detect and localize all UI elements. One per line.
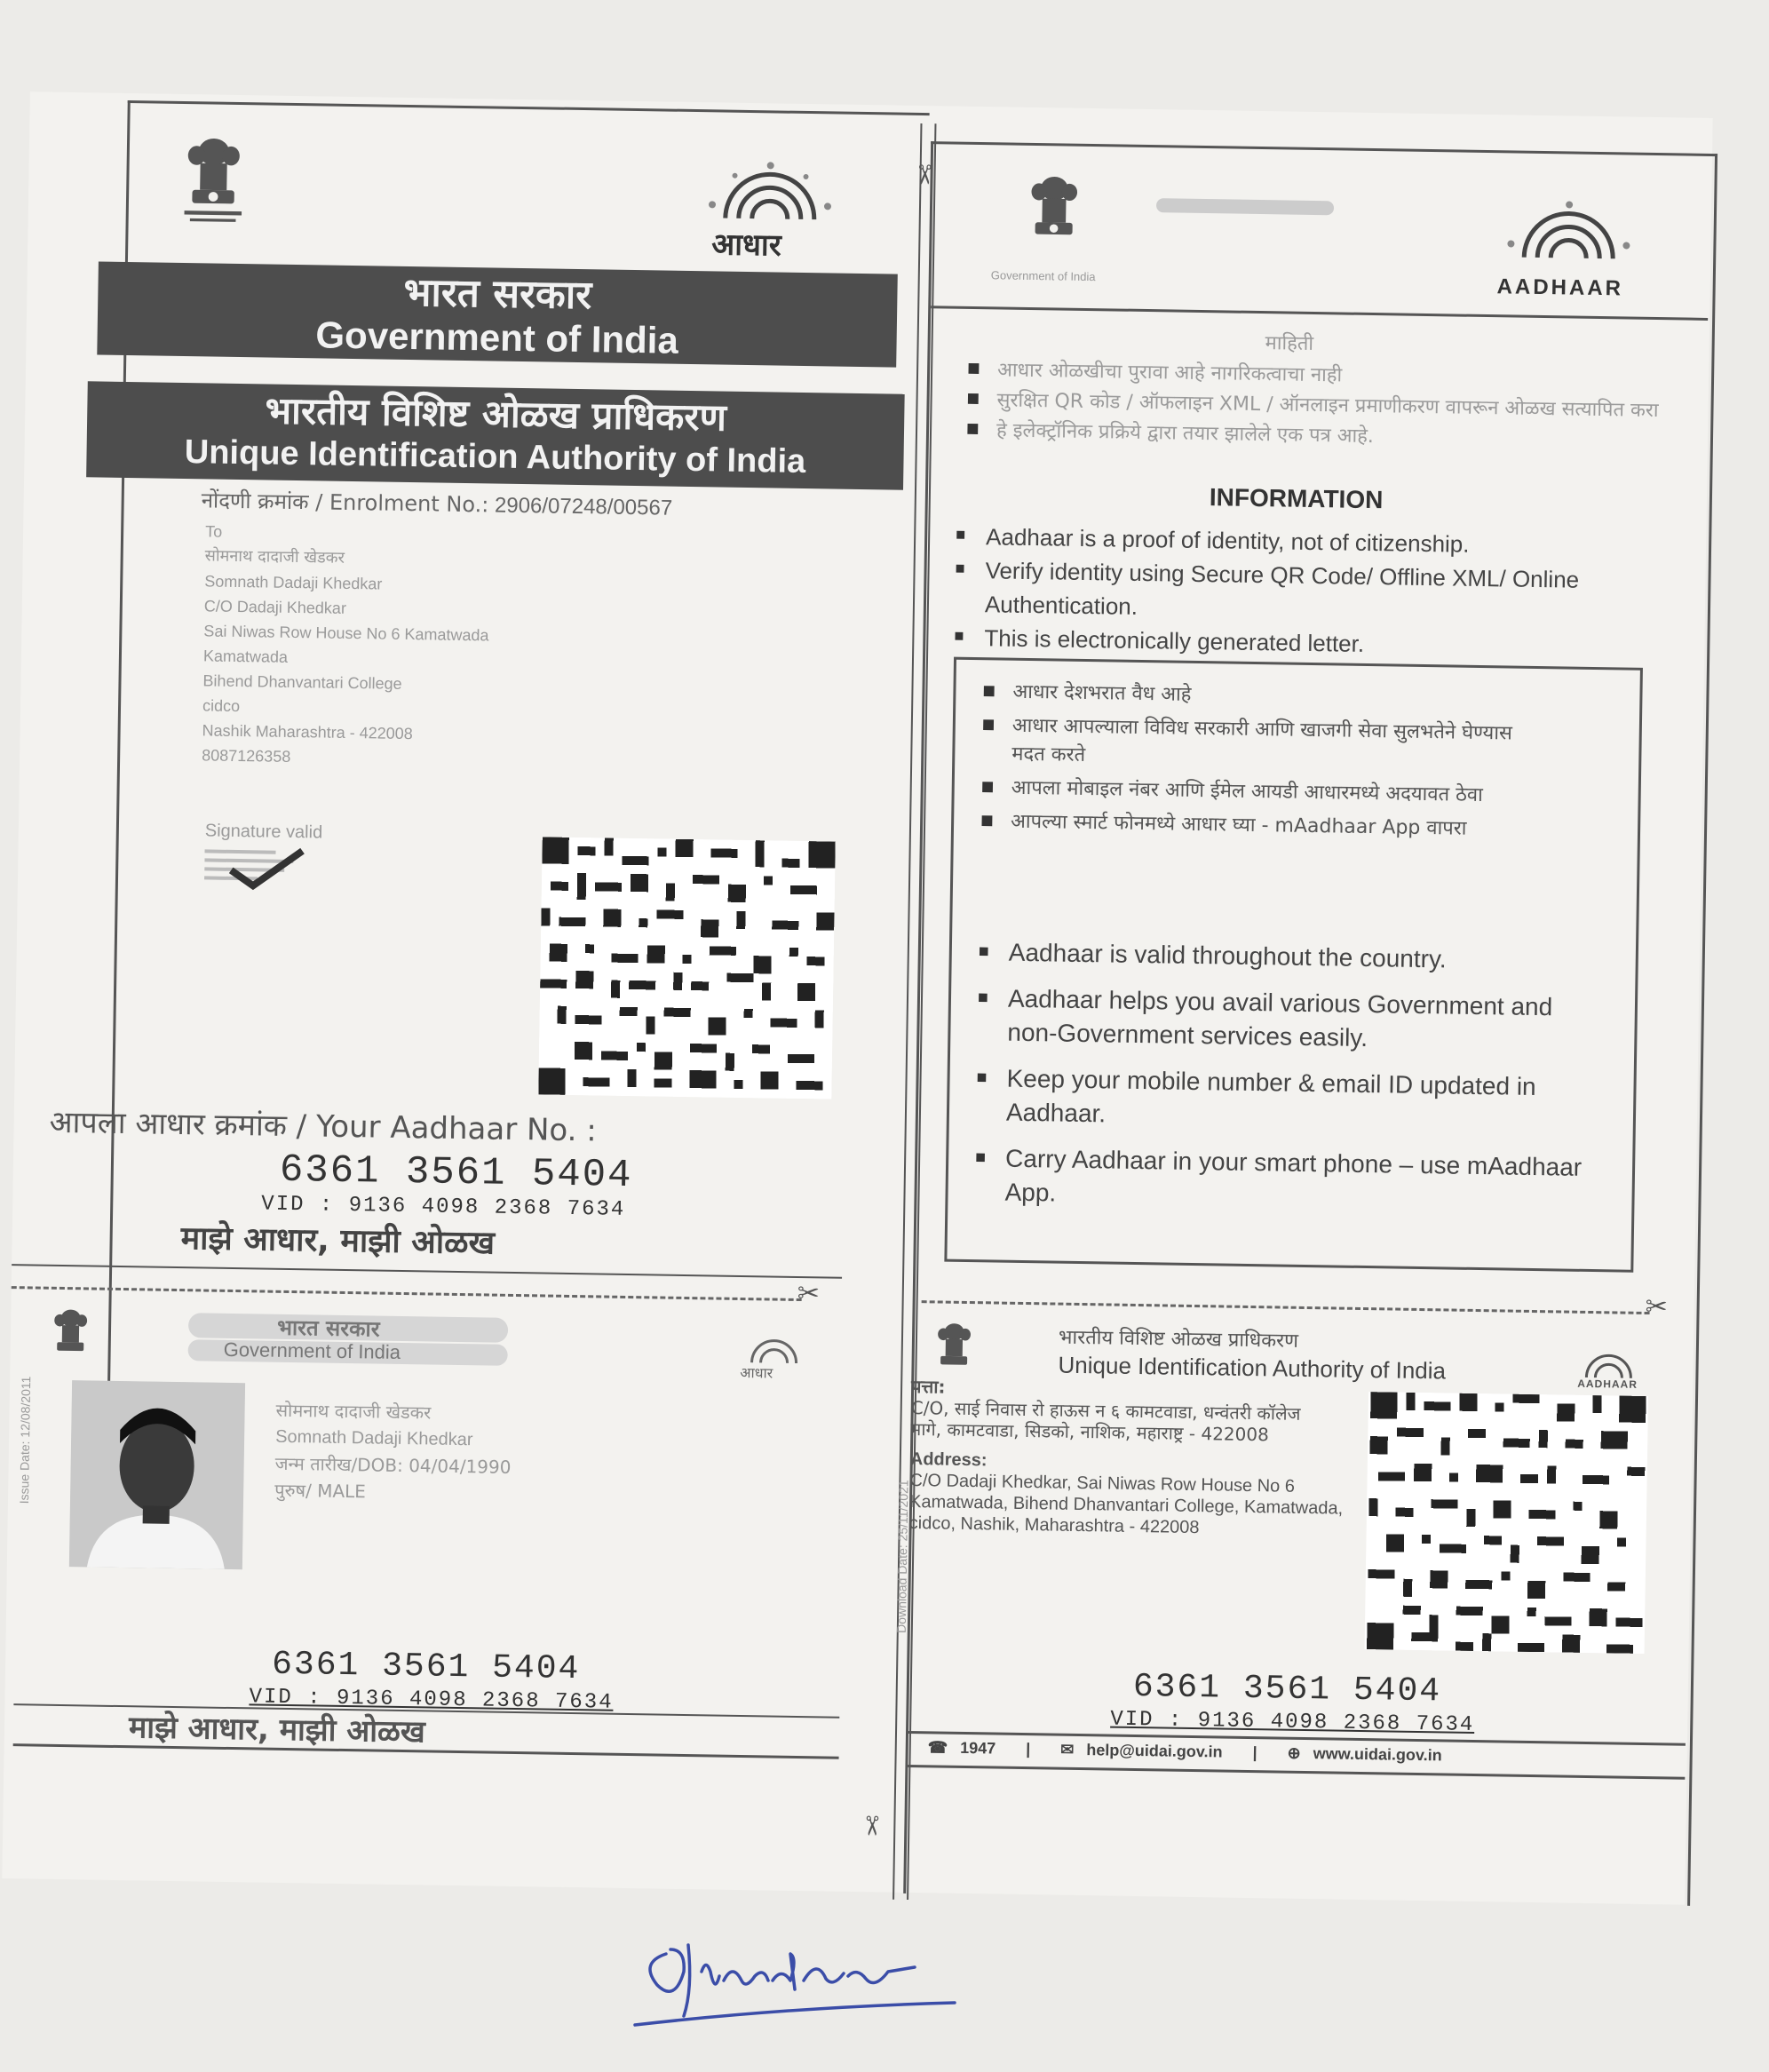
scissors-icon: ✂ — [1645, 1291, 1669, 1322]
aadhaar-number: 6361 3561 5404 — [1132, 1667, 1442, 1711]
gov-hindi: भारत सरकार — [403, 269, 592, 319]
aadhaar-logo-text: आधार — [710, 226, 781, 264]
box-hindi-item: ■ आपल्या स्मार्ट फोनमध्ये आधार घ्या - mAadhaar App वापरा — [980, 807, 1549, 845]
vid-number: VID : 9136 4098 2368 7634 — [249, 1685, 614, 1715]
issue-date: Issue Date: 12/08/2011 — [16, 1376, 34, 1504]
info-english-list — [954, 520, 1684, 666]
uidai-english: Unique Identification Authority of India — [184, 433, 806, 481]
box-english-list — [974, 935, 1600, 1219]
separator: | — [1252, 1743, 1257, 1762]
address-block — [909, 1376, 1356, 1541]
scissors-icon: ✂ — [856, 1814, 886, 1838]
info-hindi-list — [966, 355, 1661, 456]
your-aadhaar-label: आपला आधार क्रमांक / Your Aadhaar No. : — [49, 1104, 598, 1149]
phone-icon: ☎ — [927, 1738, 948, 1757]
uidai-hindi: भारतीय विशिष्ट ओळख प्राधिकरण — [1058, 1326, 1299, 1353]
holder-details — [274, 1397, 512, 1507]
divider — [13, 1743, 839, 1759]
holder-gender: पुरुष/ MALE — [274, 1479, 367, 1503]
national-emblem-icon — [1018, 170, 1091, 264]
person-photo-icon — [69, 1380, 245, 1569]
address-line: सोमनाथ दादाजी खेडकर — [204, 546, 345, 568]
vid-number: VID : 9136 4098 2368 7634 — [1110, 1707, 1475, 1738]
scissors-icon: ✂ — [797, 1278, 821, 1309]
box-hindi-item: ■ आधार आपल्याला विविध सरकारी आणि खाजगी सेवा सुलभतेने घेण्यास मदत करते — [981, 711, 1551, 777]
info-english-item: ■ Aadhaar is a proof of identity, not of citizenship. — [956, 520, 1684, 565]
signature-check-icon — [204, 845, 321, 891]
recipient-address — [202, 519, 491, 772]
info-english-item: ■ This is electronically generated letter. — [954, 621, 1682, 666]
address-line: Somnath Dadaji Khedkar — [204, 572, 383, 593]
aadhaar-logo-icon — [1484, 186, 1654, 286]
box-hindi-list — [980, 678, 1551, 845]
holder-dob: जन्म तारीख/DOB: 04/04/1990 — [274, 1452, 512, 1478]
national-emblem-icon — [45, 1305, 95, 1372]
signature-valid-label: Signature valid — [204, 821, 323, 843]
uidai-english: Unique Identification Authority of India — [1058, 1351, 1447, 1385]
gov-english: Government of India — [315, 314, 679, 361]
info-hindi-item: ■ आधार ओळखीचा पुरावा आहे नागरिकत्वाचा नाही — [967, 355, 1660, 396]
aadhaar-logo-text: AADHAAR — [1496, 274, 1624, 301]
address-line: C/O Dadaji Khedkar — [203, 597, 347, 617]
tagline: माझे आधार, माझी ओळख — [128, 1710, 426, 1750]
address-line: Bihend Dhanvantari College — [202, 671, 402, 693]
enrolment-number: 2906/07248/00567 — [494, 493, 673, 520]
box-hindi-item: ■ आपला मोबाइल नंबर आणि ईमेल आयडी आधारमध्ये अदयावत ठेवा — [980, 774, 1549, 811]
faded-header-bar — [1156, 198, 1334, 215]
address-english: C/O Dadaji Khedkar, Sai Niwas Row House No 6 Kamatwada, Bihend Dhanvantari College, Kamatwada, cidco, Nashik, Maharashtra - 422008 — [908, 1470, 1344, 1538]
gov-english: Government of India — [223, 1338, 401, 1363]
emblem-caption: Government of India — [990, 268, 1096, 284]
address-label: Address: — [909, 1449, 988, 1471]
box-english-item: ■ Carry Aadhaar in your smart phone – use mAadhaar App. — [974, 1141, 1597, 1219]
email: help@uidai.gov.in — [1086, 1741, 1223, 1761]
info-english-item: ■ Verify identity using Secure QR Code/ Offline XML/ Online Authentication. — [955, 553, 1684, 632]
aadhaar-logo-text: AADHAAR — [1577, 1377, 1638, 1391]
validity-box — [944, 657, 1643, 1273]
box-english-item: ■ Keep your mobile number & email ID updated in Aadhaar. — [976, 1061, 1598, 1139]
tagline: माझे आधार, माझी ओळख — [180, 1220, 496, 1262]
globe-icon: ⊕ — [1287, 1743, 1301, 1762]
holder-name-hindi: सोमनाथ दादाजी खेडकर — [275, 1399, 432, 1424]
national-emblem-icon — [174, 130, 252, 237]
uidai-hindi: भारतीय विशिष्ट ओळख प्राधिकरण — [265, 388, 727, 440]
website: www.uidai.gov.in — [1313, 1744, 1442, 1765]
separator: | — [1026, 1740, 1031, 1758]
aadhaar-letter-sheet — [2, 91, 1712, 1905]
box-english-item: ■ Aadhaar helps you avail various Government and non-Government services easily. — [977, 981, 1599, 1059]
address-line: 8087126358 — [202, 746, 291, 766]
uidai-band — [86, 381, 905, 489]
address-line: Nashik Maharashtra - 422008 — [202, 721, 413, 743]
email-icon: ✉ — [1060, 1740, 1075, 1758]
info-hindi-item: ■ हे इलेक्ट्रॉनिक प्रक्रिये द्वारा तयार झालेले एक पत्र आहे. — [966, 416, 1659, 456]
gov-hindi: भारत सरकार — [276, 1314, 380, 1342]
government-band — [97, 261, 898, 367]
handwritten-signature — [631, 1918, 959, 2034]
aadhaar-number: 6361 3561 5404 — [279, 1147, 633, 1199]
aadhaar-number: 6361 3561 5404 — [271, 1645, 581, 1689]
address-hindi: C/O, साई निवास रो हाऊस न ६ कामटवाडा, धन्वंतरी कॉलेज मागे, कामटवाडा, सिडको, नाशिक, महाराष्ट्र - 422008 — [910, 1397, 1301, 1446]
address-label-hindi: पत्ता: — [910, 1376, 946, 1398]
phone-number: 1947 — [960, 1738, 996, 1758]
box-hindi-item: ■ आधार देशभरात वैध आहे — [982, 678, 1551, 715]
vid-number: VID : 9136 4098 2368 7634 — [261, 1192, 626, 1222]
box-english-item: ■ Aadhaar is valid throughout the country. — [979, 935, 1601, 979]
info-hindi-item: ■ सुरक्षित QR कोड / ऑफलाइन XML / ऑनलाइन प्रमाणीकरण वापरून ओळख सत्यापित करा — [966, 385, 1659, 426]
aadhaar-logo-text: आधार — [740, 1363, 773, 1382]
address-line: Kamatwada — [202, 647, 289, 666]
enrolment-label: नोंदणी क्रमांक / Enrolment No.: — [201, 488, 489, 518]
info-hindi-title: माहिती — [1265, 332, 1314, 355]
address-line: cidco — [202, 696, 241, 716]
address-line: To — [205, 522, 223, 541]
qr-code-bottom — [1365, 1392, 1649, 1654]
address-line: Sai Niwas Row House No 6 Kamatwada — [203, 622, 489, 645]
holder-name: Somnath Dadaji Khedkar — [274, 1426, 473, 1450]
download-date: Download Date: 25/11/2021 — [893, 1480, 911, 1633]
photo — [69, 1380, 245, 1569]
qr-code-top — [538, 837, 836, 1099]
scissors-icon: ✂ — [908, 163, 939, 187]
info-title: INFORMATION — [1209, 483, 1384, 514]
